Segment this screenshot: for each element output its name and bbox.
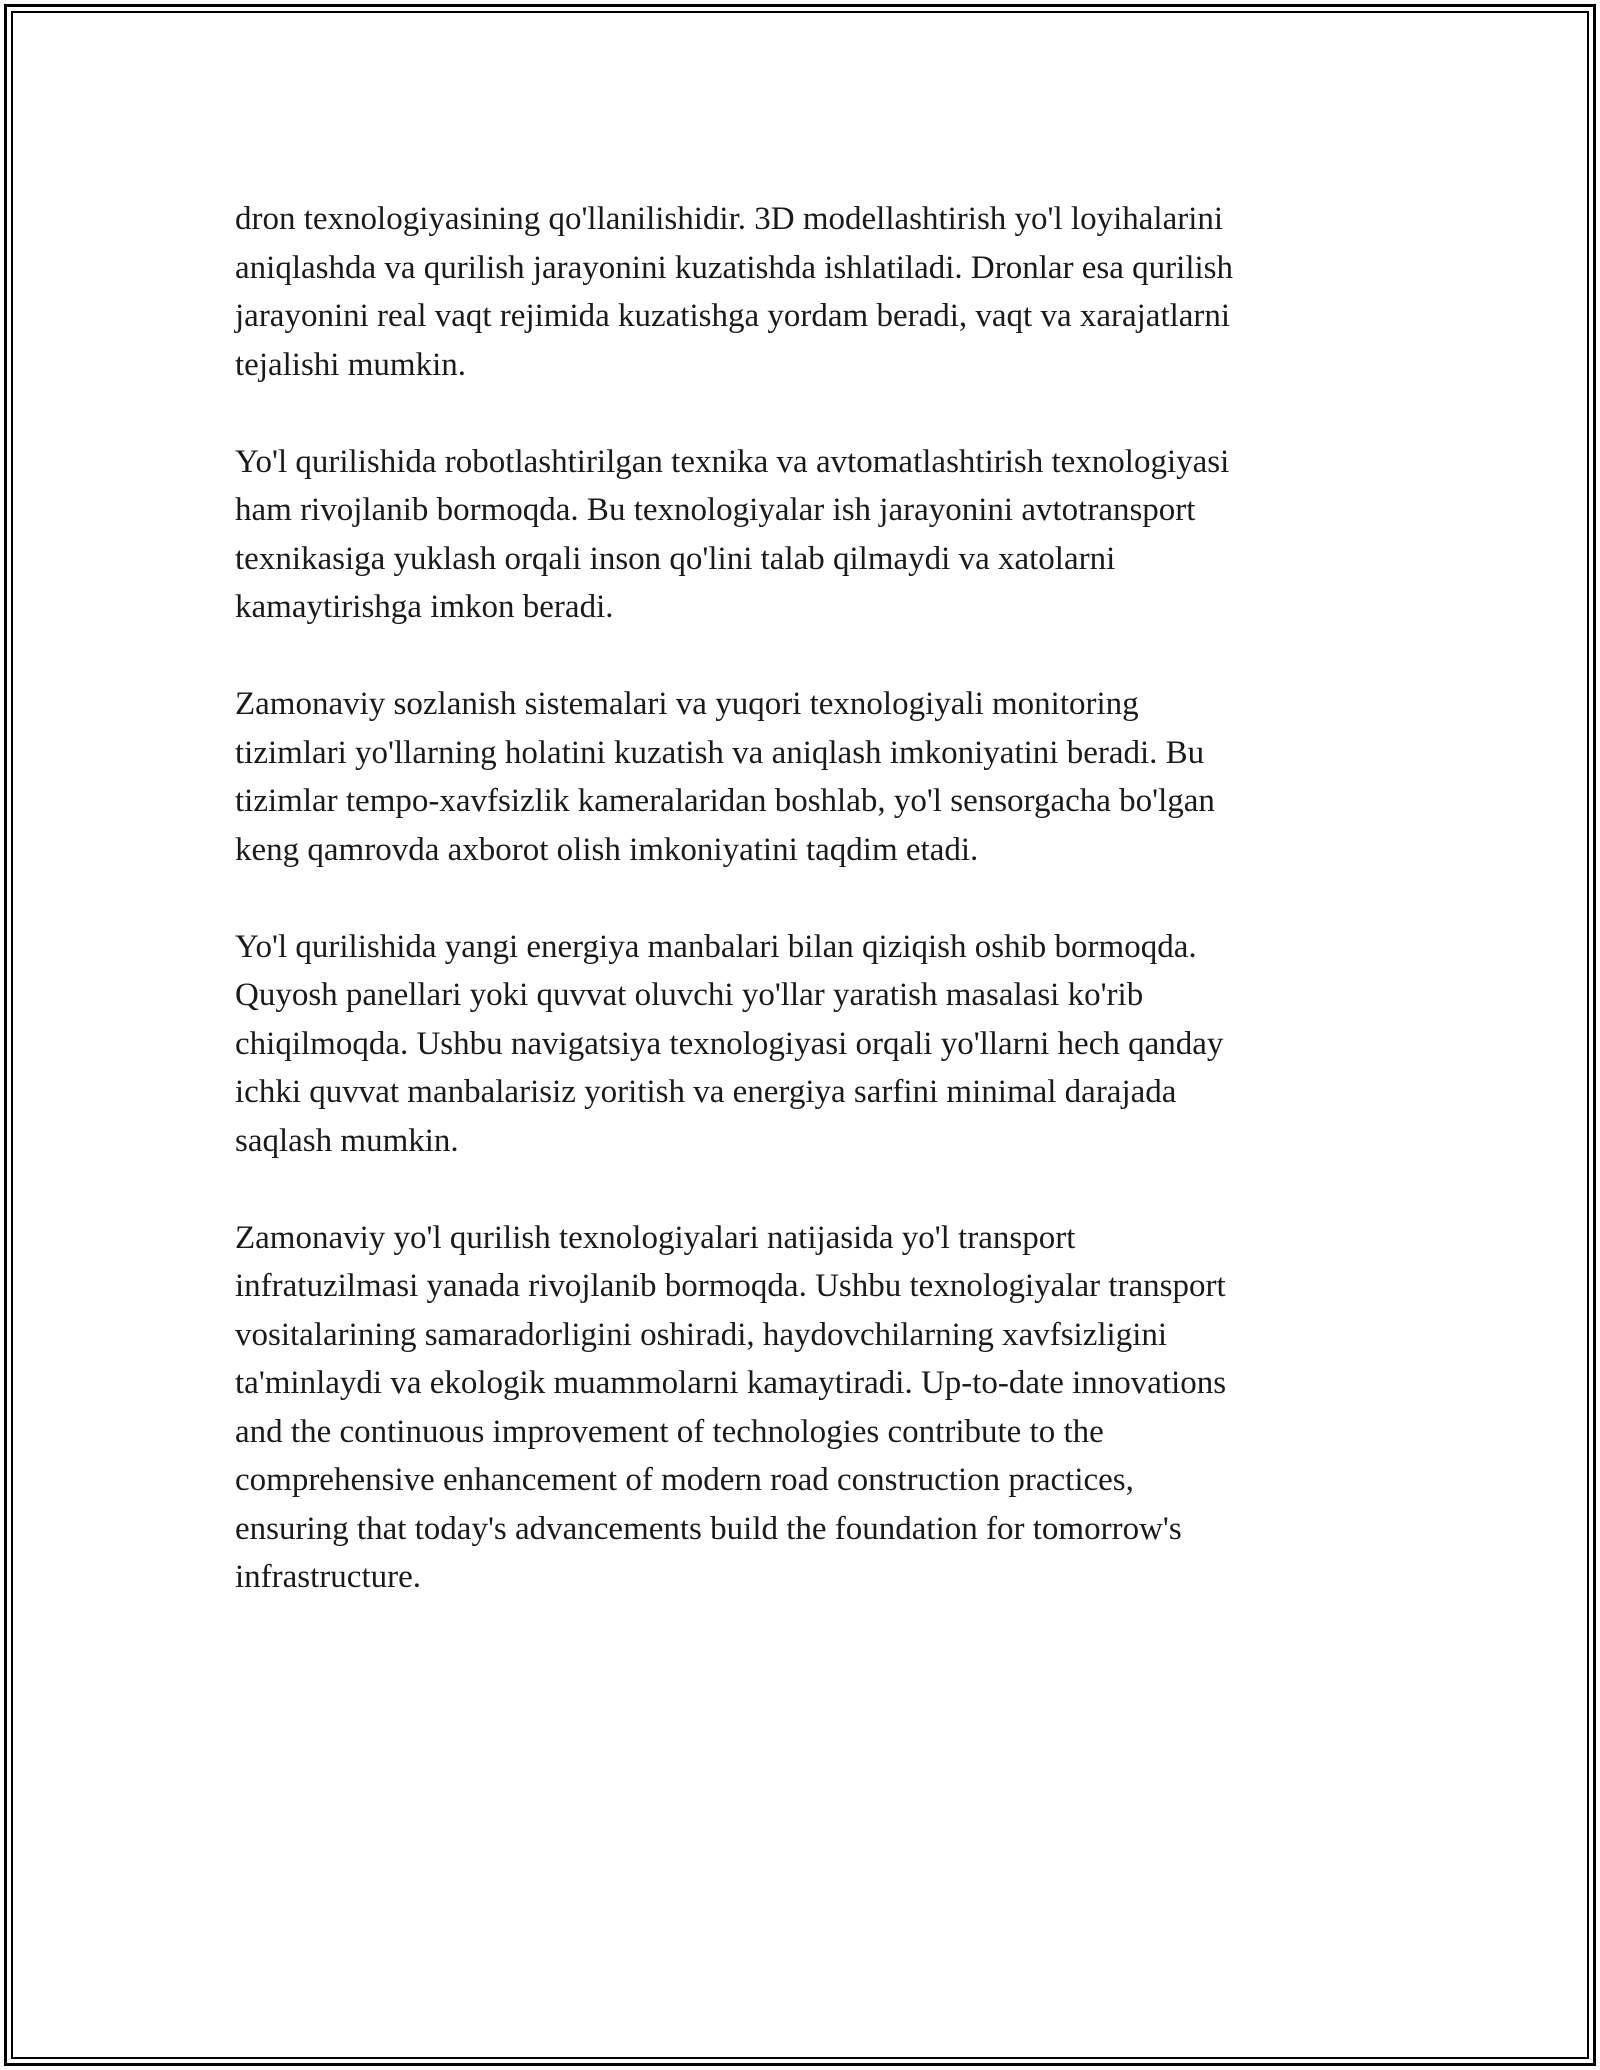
text-line: ichki quvvat manbalarisiz yoritish va energiya sarfini minimal darajada [235, 1074, 1177, 1110]
text-line: Zamonaviy sozlanish sistemalari va yuqori texnologiyali monitoring [235, 686, 1139, 722]
text-line: chiqilmoqda. Ushbu navigatsiya texnologiyasi orqali yo'llarni hech qanday [235, 1025, 1224, 1062]
text-line: and the continuous improvement of technologies contribute to the [235, 1413, 1104, 1450]
text-line: ham rivojlanib bormoqda. Bu texnologiyalar ish jarayonini avtotransport [235, 492, 1196, 528]
text-line: jarayonini real vaqt rejimida kuzatishga yordam beradi, vaqt va xarajatlarni [235, 298, 1231, 334]
paragraph-conclusion [235, 1214, 1365, 1602]
text-line: Quyosh panellari yoki quvvat oluvchi yo'llar yaratish masalasi ko'rib [235, 977, 1144, 1013]
paragraph-energy-sources [235, 923, 1365, 1166]
text-line: tejalishi mumkin. [235, 346, 466, 383]
text-line: Zamonaviy yo'l qurilish texnologiyalari natijasida yo'l transport [235, 1219, 1076, 1256]
text-line: tizimlari yo'llarning holatini kuzatish va aniqlash imkoniyatini beradi. Bu [235, 734, 1205, 771]
text-line: tizimlar tempo-xavfsizlik kameralaridan boshlab, yo'l sensorgacha bo'lgan [235, 783, 1215, 819]
paragraph-monitoring-systems [235, 680, 1365, 874]
text-line: keng qamrovda axborot olish imkoniyatini taqdim etadi. [235, 831, 979, 868]
text-line: Yo'l qurilishida yangi energiya manbalari bilan qiziqish oshib bormoqda. [235, 928, 1197, 965]
text-line: Yo'l qurilishida robotlashtirilgan texnika va avtomatlashtirish texnologiyasi [235, 443, 1230, 480]
page-frame [4, 4, 1596, 2066]
text-line: texnikasiga yuklash orqali inson qo'lini talab qilmaydi va xatolarni [235, 540, 1116, 577]
text-line: saqlash mumkin. [235, 1122, 459, 1159]
text-line: ta'minlaydi va ekologik muammolarni kamaytiradi. Up-to-date innovations [235, 1365, 1227, 1401]
text-line: aniqlashda va qurilish jarayonini kuzatishda ishlatiladi. Dronlar esa qurilish [235, 249, 1234, 286]
text-line: vositalarining samaradorligini oshiradi, haydovchilarning xavfsizligini [235, 1316, 1168, 1353]
text-line: dron texnologiyasining qo'llanilishidir. 3D modellashtirish yo'l loyihalarini [235, 201, 1224, 237]
text-line: ensuring that today's advancements build the foundation for tomorrow's [235, 1510, 1182, 1547]
text-line: kamaytirishga imkon beradi. [235, 589, 614, 625]
document-body [235, 195, 1365, 1650]
text-line: infrastructure. [235, 1559, 421, 1595]
text-line: comprehensive enhancement of modern road construction practices, [235, 1462, 1134, 1498]
paragraph-robotics [235, 438, 1365, 632]
paragraph-drone-technology [235, 195, 1365, 389]
text-line: infratuzilmasi yanada rivojlanib bormoqda. Ushbu texnologiyalar transport [235, 1268, 1226, 1304]
